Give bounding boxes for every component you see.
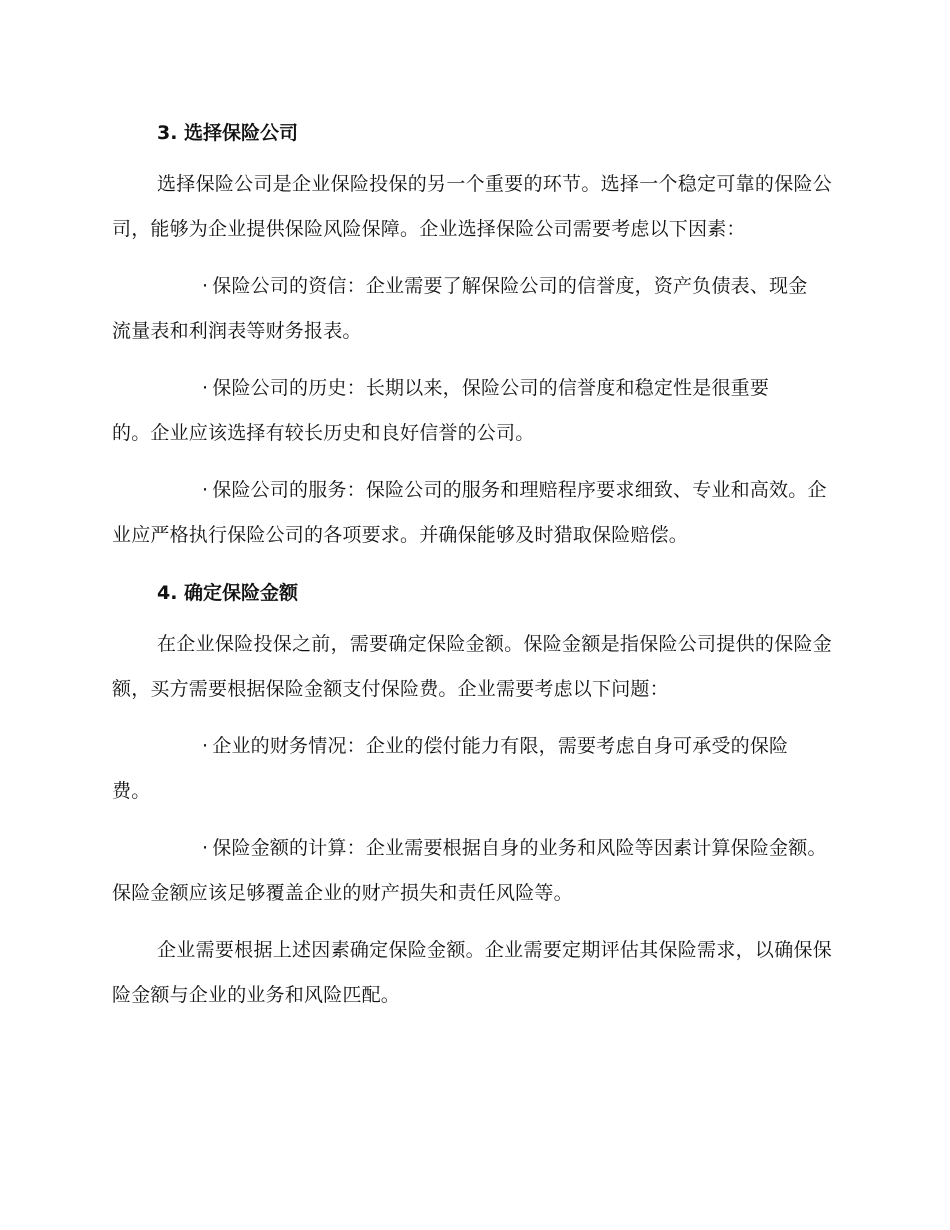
bullet-text: 保险公司的历史：长期以来，保险公司的信誉度和稳定性是很重要的。企业应该选择有较长历史和良好信誉的公司。 bbox=[112, 377, 770, 444]
bullet-text: 保险金额的计算：企业需要根据自身的业务和风险等因素计算保险金额。保险金额应该足够覆盖企业的财产损失和责任风险等。 bbox=[112, 837, 827, 904]
bullet-text: 保险公司的资信：企业需要了解保险公司的信誉度，资产负债表、现金流量表和利润表等财务报表。 bbox=[112, 275, 808, 342]
bullet-item-history bbox=[112, 366, 802, 456]
bullet-dot: · bbox=[202, 735, 209, 757]
bullet-dot: · bbox=[202, 275, 209, 297]
bullet-text: 企业的财务情况：企业的偿付能力有限，需要考虑自身可承受的保险费。 bbox=[112, 735, 789, 802]
section-4-closing: 企业需要根据上述因素确定保险金额。企业需要定期评估其保险需求，以确保保险金额与企业的业务和风险匹配。 bbox=[112, 939, 832, 1006]
bullet-dot: · bbox=[202, 837, 209, 859]
bullet-text: 保险公司的服务：保险公司的服务和理赔程序要求细致、专业和高效。企业应严格执行保险公司的各项要求。并确保能够及时猎取保险赔偿。 bbox=[112, 479, 827, 546]
bullet-item-service bbox=[112, 468, 832, 558]
bullet-item-calculation bbox=[112, 826, 832, 916]
bullet-dot: · bbox=[202, 479, 209, 501]
bullet-item-finance bbox=[112, 724, 812, 814]
section-heading-3: 3. 选择保险公司 bbox=[157, 122, 299, 144]
bullet-item-credit bbox=[112, 264, 824, 354]
section-4-intro: 在企业保险投保之前，需要确定保险金额。保险金额是指保险公司提供的保险金额，买方需要根据保险金额支付保险费。企业需要考虑以下问题： bbox=[112, 633, 832, 700]
document-body bbox=[112, 110, 832, 1030]
bullet-dot: · bbox=[202, 377, 209, 399]
section-heading-4: 4. 确定保险金额 bbox=[157, 582, 299, 604]
section-3-intro: 选择保险公司是企业保险投保的另一个重要的环节。选择一个稳定可靠的保险公司，能够为企业提供保险风险保障。企业选择保险公司需要考虑以下因素： bbox=[112, 173, 832, 240]
